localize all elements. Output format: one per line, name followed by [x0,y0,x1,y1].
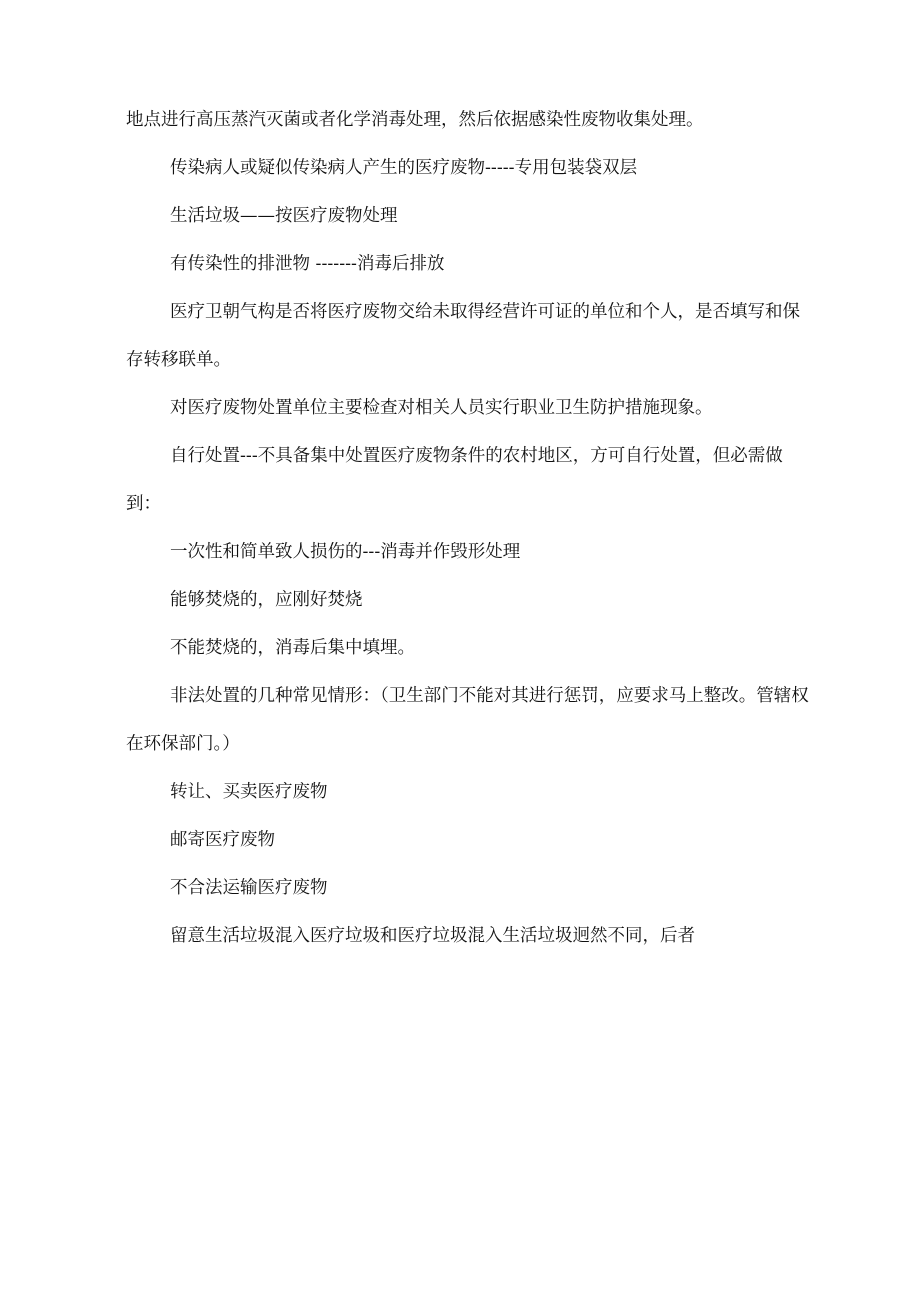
paragraph: 邮寄医疗废物 [170,830,275,850]
paragraph: 对医疗废物处置单位主要检查对相关人员实行职业卫生防护措施现象。 [170,398,713,418]
paragraph: 生活垃圾——按医疗废物处理 [170,206,398,226]
paragraph-continuation: 地点进行高压蒸汽灭菌或者化学消毒处理，然后依据感染性废物收集处理。 [126,110,704,130]
paragraph: 一次性和简单致人损伤的---消毒并作毁形处理 [170,542,521,562]
paragraph: 留意生活垃圾混入医疗垃圾和医疗垃圾混入生活垃圾迥然不同，后者 [170,926,695,946]
paragraph: 传染病人或疑似传染病人产生的医疗废物-----专用包装袋双层 [170,158,638,178]
paragraph: 不能焚烧的，消毒后集中填埋。 [170,638,415,658]
paragraph: 转让、买卖医疗废物 [170,782,328,802]
paragraph: 能够焚烧的，应刚好焚烧 [170,590,363,610]
document-body [126,96,816,960]
paragraph: 非法处置的几种常见情形：（卫生部门不能对其进行惩罚，应要求马上整改。管辖权在环保部门。） [126,686,809,754]
paragraph: 自行处置---不具备集中处置医疗废物条件的农村地区，方可自行处置，但必需做到： [126,446,783,514]
paragraph: 不合法运输医疗废物 [170,878,328,898]
paragraph: 医疗卫朝气构是否将医疗废物交给未取得经营许可证的单位和个人，是否填写和保存转移联单。 [126,302,800,370]
paragraph: 有传染性的排泄物 -------消毒后排放 [170,254,445,274]
